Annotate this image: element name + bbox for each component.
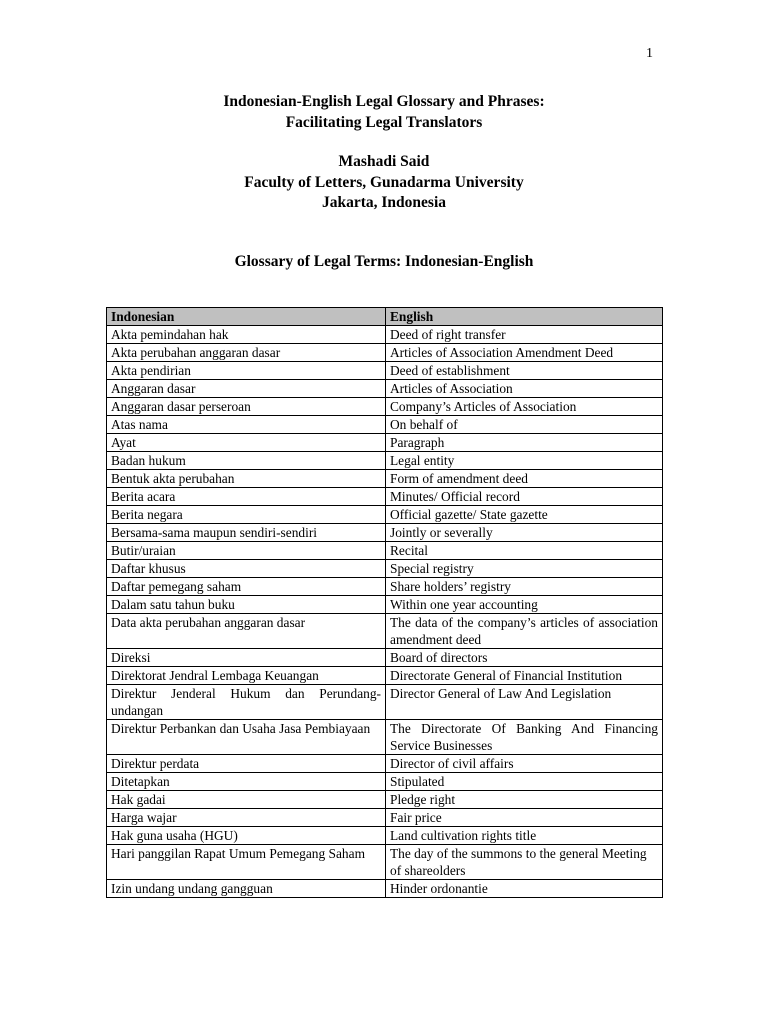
english-term: Land cultivation rights title <box>386 827 663 845</box>
table-row <box>107 326 663 344</box>
table-row <box>107 506 663 524</box>
indonesian-term: Direktur perdata <box>107 755 386 773</box>
english-term: Paragraph <box>386 434 663 452</box>
english-term: Directorate General of Financial Institution <box>386 667 663 685</box>
table-row <box>107 434 663 452</box>
header-indonesian: Indonesian <box>107 308 386 326</box>
table-row <box>107 809 663 827</box>
english-term: Fair price <box>386 809 663 827</box>
english-term: The data of the company’s articles of association amendment deed <box>386 614 663 649</box>
indonesian-term: Berita negara <box>107 506 386 524</box>
table-row <box>107 452 663 470</box>
english-term: Legal entity <box>386 452 663 470</box>
english-term: Within one year accounting <box>386 596 663 614</box>
table-row <box>107 845 663 880</box>
indonesian-term: Daftar khusus <box>107 560 386 578</box>
author-affiliation: Faculty of Letters, Gunadarma University <box>244 173 524 191</box>
table-row <box>107 755 663 773</box>
page-number: 1 <box>646 46 653 61</box>
indonesian-term: Anggaran dasar perseroan <box>107 398 386 416</box>
table-header-row <box>107 308 663 326</box>
english-term: On behalf of <box>386 416 663 434</box>
indonesian-term: Bentuk akta perubahan <box>107 470 386 488</box>
english-term: Deed of establishment <box>386 362 663 380</box>
table-row <box>107 578 663 596</box>
table-row <box>107 560 663 578</box>
indonesian-term: Akta pendirian <box>107 362 386 380</box>
indonesian-term: Hari panggilan Rapat Umum Pemegang Saham <box>107 845 386 880</box>
indonesian-term: Direktur Jenderal Hukum dan Perundang-undangan <box>107 685 386 720</box>
glossary-heading: Glossary of Legal Terms: Indonesian-English <box>234 253 534 270</box>
english-term: Special registry <box>386 560 663 578</box>
table-row <box>107 380 663 398</box>
title-line-1: Indonesian-English Legal Glossary and Phrases: <box>223 93 545 110</box>
indonesian-term: Daftar pemegang saham <box>107 578 386 596</box>
english-term: The day of the summons to the general Meeting of shareolders <box>386 845 663 880</box>
table-row <box>107 773 663 791</box>
english-term: The Directorate Of Banking And Financing Service Businesses <box>386 720 663 755</box>
english-term: Stipulated <box>386 773 663 791</box>
indonesian-term: Direksi <box>107 649 386 667</box>
table-row <box>107 344 663 362</box>
table-row <box>107 416 663 434</box>
indonesian-term: Akta perubahan anggaran dasar <box>107 344 386 362</box>
table-row <box>107 667 663 685</box>
indonesian-term: Akta pemindahan hak <box>107 326 386 344</box>
indonesian-term: Ditetapkan <box>107 773 386 791</box>
indonesian-term: Atas nama <box>107 416 386 434</box>
indonesian-term: Direktorat Jendral Lembaga Keuangan <box>107 667 386 685</box>
english-term: Minutes/ Official record <box>386 488 663 506</box>
indonesian-term: Badan hukum <box>107 452 386 470</box>
table-row <box>107 470 663 488</box>
table-row <box>107 488 663 506</box>
glossary-table <box>106 307 663 898</box>
author-location: Jakarta, Indonesia <box>321 194 447 211</box>
english-term: Director General of Law And Legislation <box>386 685 663 720</box>
header-english: English <box>386 308 663 326</box>
english-term: Hinder ordonantie <box>386 880 663 898</box>
table-row <box>107 596 663 614</box>
indonesian-term: Data akta perubahan anggaran dasar <box>107 614 386 649</box>
english-term: Company’s Articles of Association <box>386 398 663 416</box>
indonesian-term: Direktur Perbankan dan Usaha Jasa Pembiayaan <box>107 720 386 755</box>
english-term: Recital <box>386 542 663 560</box>
indonesian-term: Hak guna usaha (HGU) <box>107 827 386 845</box>
table-row <box>107 542 663 560</box>
author-name: Mashadi Said <box>338 153 430 170</box>
table-row <box>107 720 663 755</box>
indonesian-term: Bersama-sama maupun sendiri-sendiri <box>107 524 386 542</box>
table-row <box>107 398 663 416</box>
english-term: Pledge right <box>386 791 663 809</box>
english-term: Director of civil affairs <box>386 755 663 773</box>
english-term: Board of directors <box>386 649 663 667</box>
english-term: Articles of Association Amendment Deed <box>386 344 663 362</box>
indonesian-term: Ayat <box>107 434 386 452</box>
table-row <box>107 524 663 542</box>
indonesian-term: Izin undang undang gangguan <box>107 880 386 898</box>
indonesian-term: Dalam satu tahun buku <box>107 596 386 614</box>
indonesian-term: Butir/uraian <box>107 542 386 560</box>
table-row <box>107 649 663 667</box>
table-row <box>107 362 663 380</box>
glossary-body <box>107 326 663 898</box>
english-term: Share holders’ registry <box>386 578 663 596</box>
english-term: Official gazette/ State gazette <box>386 506 663 524</box>
table-row <box>107 614 663 649</box>
document-title <box>0 92 768 133</box>
indonesian-term: Anggaran dasar <box>107 380 386 398</box>
table-row <box>107 791 663 809</box>
indonesian-term: Harga wajar <box>107 809 386 827</box>
author-block <box>0 152 768 214</box>
table-row <box>107 880 663 898</box>
indonesian-term: Berita acara <box>107 488 386 506</box>
english-term: Jointly or severally <box>386 524 663 542</box>
title-line-2: Facilitating Legal Translators <box>285 113 483 131</box>
english-term: Deed of right transfer <box>386 326 663 344</box>
english-term: Articles of Association <box>386 380 663 398</box>
english-term: Form of amendment deed <box>386 470 663 488</box>
table-row <box>107 827 663 845</box>
table-row <box>107 685 663 720</box>
indonesian-term: Hak gadai <box>107 791 386 809</box>
